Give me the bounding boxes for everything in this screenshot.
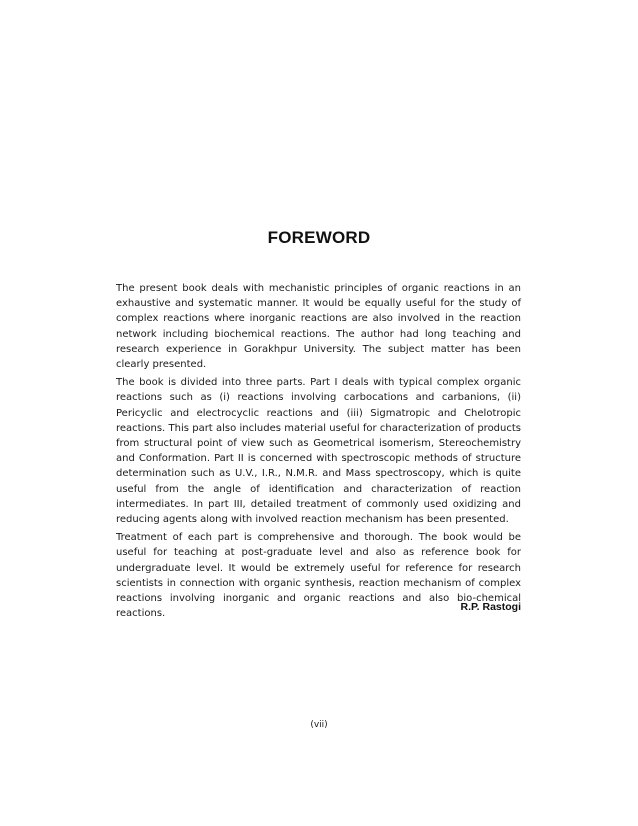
- page-number: (vii): [310, 720, 328, 730]
- paragraph-2: The book is divided into three parts. Part I deals with typical complex organic reactions such as (i) reactions involving carbocations and carbanions, (ii) Pericyclic and electrocyclic reactions and (iii) Sigmatropic and Chelotropic reactions. This part also includes material useful for characterization of products from structural point of view such as Geometrical isomerism, Stereochemistry and Conformation. Part II is concerned with spectroscopic methods of structure determination such as U.V., I.R., N.M.R. and Mass spectroscopy, which is quite useful from the angle of identification and characterization of reaction intermediates. In part III, detailed treatment of commonly used oxidizing and reducing agents along with involved reaction mechanism has been presented.: [116, 377, 521, 526]
- paragraph-3: Treatment of each part is comprehensive and thorough. The book would be useful for teaching at post-graduate level and also as reference book for undergraduate level. It would be extremely useful for reference for research scientists in connection with organic synthesis, reaction mechanism of complex reactions involving inorganic and organic reactions and also bio-chemical reactions.: [116, 532, 521, 620]
- page-title: FOREWORD: [267, 228, 371, 247]
- foreword-body: [116, 281, 521, 624]
- author-signature: R.P. Rastogi: [460, 601, 521, 613]
- paragraph-1: The present book deals with mechanistic principles of organic reactions in an exhaustive and systematic manner. It would be equally useful for the study of complex reactions where inorganic reactions are also involved in the reaction network including biochemical reactions. The author had long teaching and research experience in Gorakhpur University. The subject matter has been clearly presented.: [116, 283, 521, 371]
